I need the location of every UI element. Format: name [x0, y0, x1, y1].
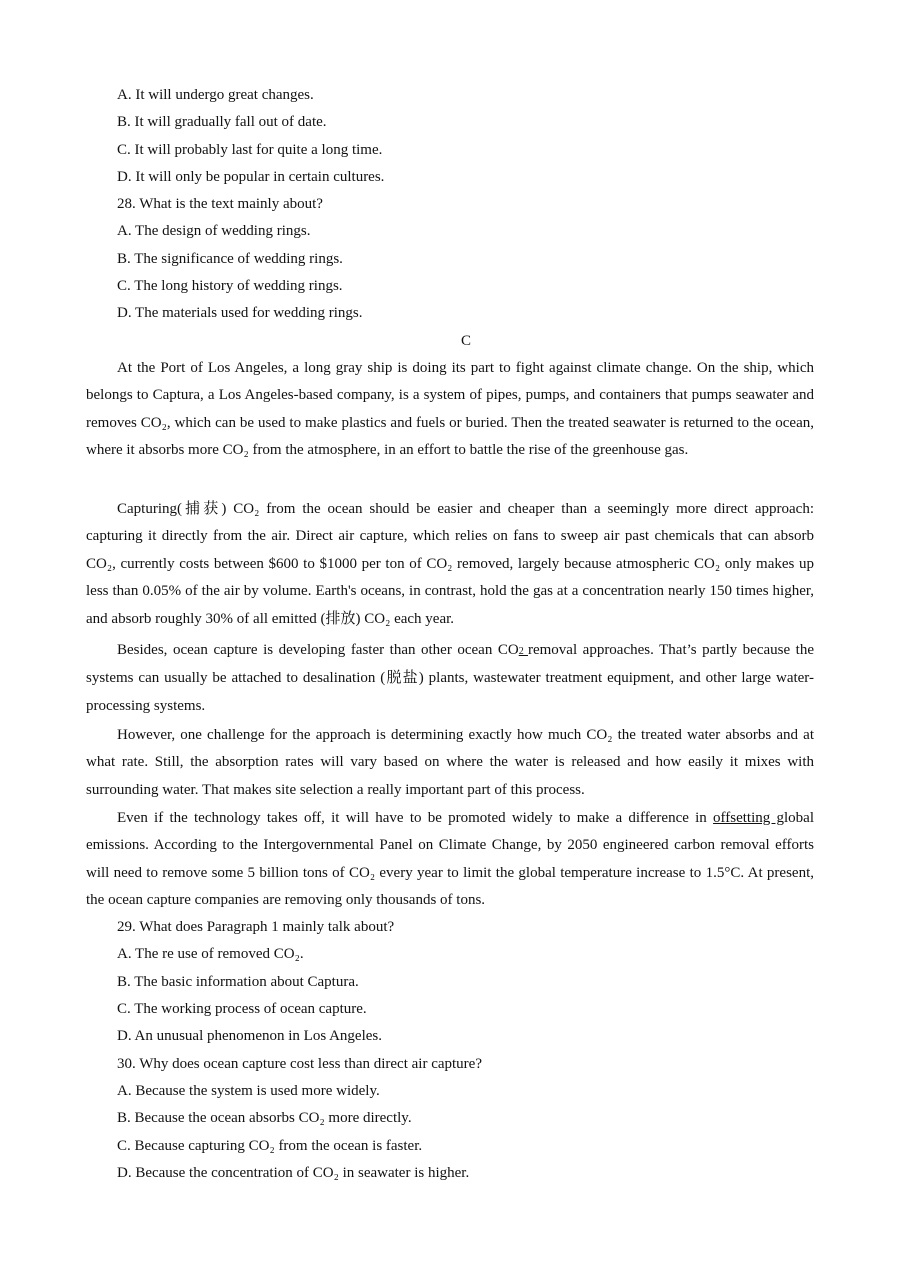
q27-option-d: D. It will only be popular in certain cultures. — [117, 169, 385, 185]
passage-paragraph-3 — [86, 637, 814, 720]
q28-question: 28. What is the text mainly about? — [117, 196, 323, 212]
paragraph-3-subscript: 2 — [518, 646, 528, 657]
q29-question: 29. What does Paragraph 1 mainly talk about? — [117, 919, 395, 935]
passage-paragraph-5 — [86, 805, 814, 915]
q30-option-a: A. Because the system is used more widely. — [117, 1083, 380, 1099]
q28-option-c: C. The long history of wedding rings. — [117, 278, 343, 294]
q27-option-c: C. It will probably last for quite a long time. — [117, 142, 383, 158]
q27-option-b: B. It will gradually fall out of date. — [117, 114, 327, 130]
section-label: C — [460, 333, 471, 349]
q29-option-c: C. The working process of ocean capture. — [117, 1001, 367, 1017]
q27-option-a: A. It will undergo great changes. — [117, 87, 314, 103]
q28-option-d: D. The materials used for wedding rings. — [117, 305, 363, 321]
paragraph-5-text-start: Even if the technology takes off, it will have to be promoted widely to make a difference in — [117, 810, 714, 826]
q28-option-b: B. The significance of wedding rings. — [117, 251, 343, 267]
q29-option-b: B. The basic information about Captura. — [117, 974, 359, 990]
q30-option-b: B. Because the ocean absorbs CO₂ more directly. — [117, 1110, 412, 1126]
q29-option-a: A. The re use of removed CO₂. — [117, 946, 304, 962]
paragraph-5-text-end: lobal emissions. According to the Intergovernmental Panel on Climate Change, by 2050 engineered carbon removal efforts will need to remove some 5 billion tons of CO₂ every year to limit the global temperature increase to 1.5°C. At present, the ocean capture companies are removing only thousands of tons. — [86, 810, 814, 909]
passage-paragraph-1: At the Port of Los Angeles, a long gray ship is doing its part to fight against climate change. On the ship, which belongs to Captura, a Los Angeles-based company, is a system of pipes, pumps, and containers that pumps seawater and removes CO₂, which can be used to make plastics and fuels or buried. Then the treated seawater is returned to the ocean, where it absorbs more CO₂ from the atmosphere, in an effort to battle the rise of the greenhouse gas. — [86, 360, 814, 459]
paragraph-3-text-start: Besides, ocean capture is developing faster than other ocean CO — [117, 642, 519, 658]
q30-question: 30. Why does ocean capture cost less than direct air capture? — [117, 1056, 482, 1072]
passage-paragraph-2: Capturing(捕获) CO₂ from the ocean should be easier and cheaper than a seemingly more direct approach: capturing it directly from the air. Direct air capture, which relies on fans to sweep air past chemicals that can absorb CO₂, currently costs between $600 to $1000 per ton of CO₂ removed, largely because atmospheric CO₂ only makes up less than 0.05% of the air by volume. Earth's oceans, in contrast, hold the gas at a concentration nearly 150 times higher, and absorb roughly 30% of all emitted (排放) CO₂ each year. — [86, 501, 814, 627]
underlined-word-offsetting: offsetting g — [713, 810, 784, 826]
q29-option-d: D. An unusual phenomenon in Los Angeles. — [117, 1028, 382, 1044]
passage-paragraph-4: However, one challenge for the approach is determining exactly how much CO₂ the treated water absorbs and at what rate. Still, the absorption rates will vary based on where the water is released and how easily it mixes with surrounding water. That makes site selection a really important part of this process. — [86, 727, 814, 798]
paragraph-3-text-end: removal approaches. That’s partly because the systems can usually be attached to desalination (脱盐) plants, wastewater treatment equipment, and other large water-processing systems. — [86, 642, 814, 714]
q30-option-d: D. Because the concentration of CO₂ in seawater is higher. — [117, 1165, 470, 1181]
q28-option-a: A. The design of wedding rings. — [117, 223, 311, 239]
q30-option-c: C. Because capturing CO₂ from the ocean is faster. — [117, 1138, 423, 1154]
